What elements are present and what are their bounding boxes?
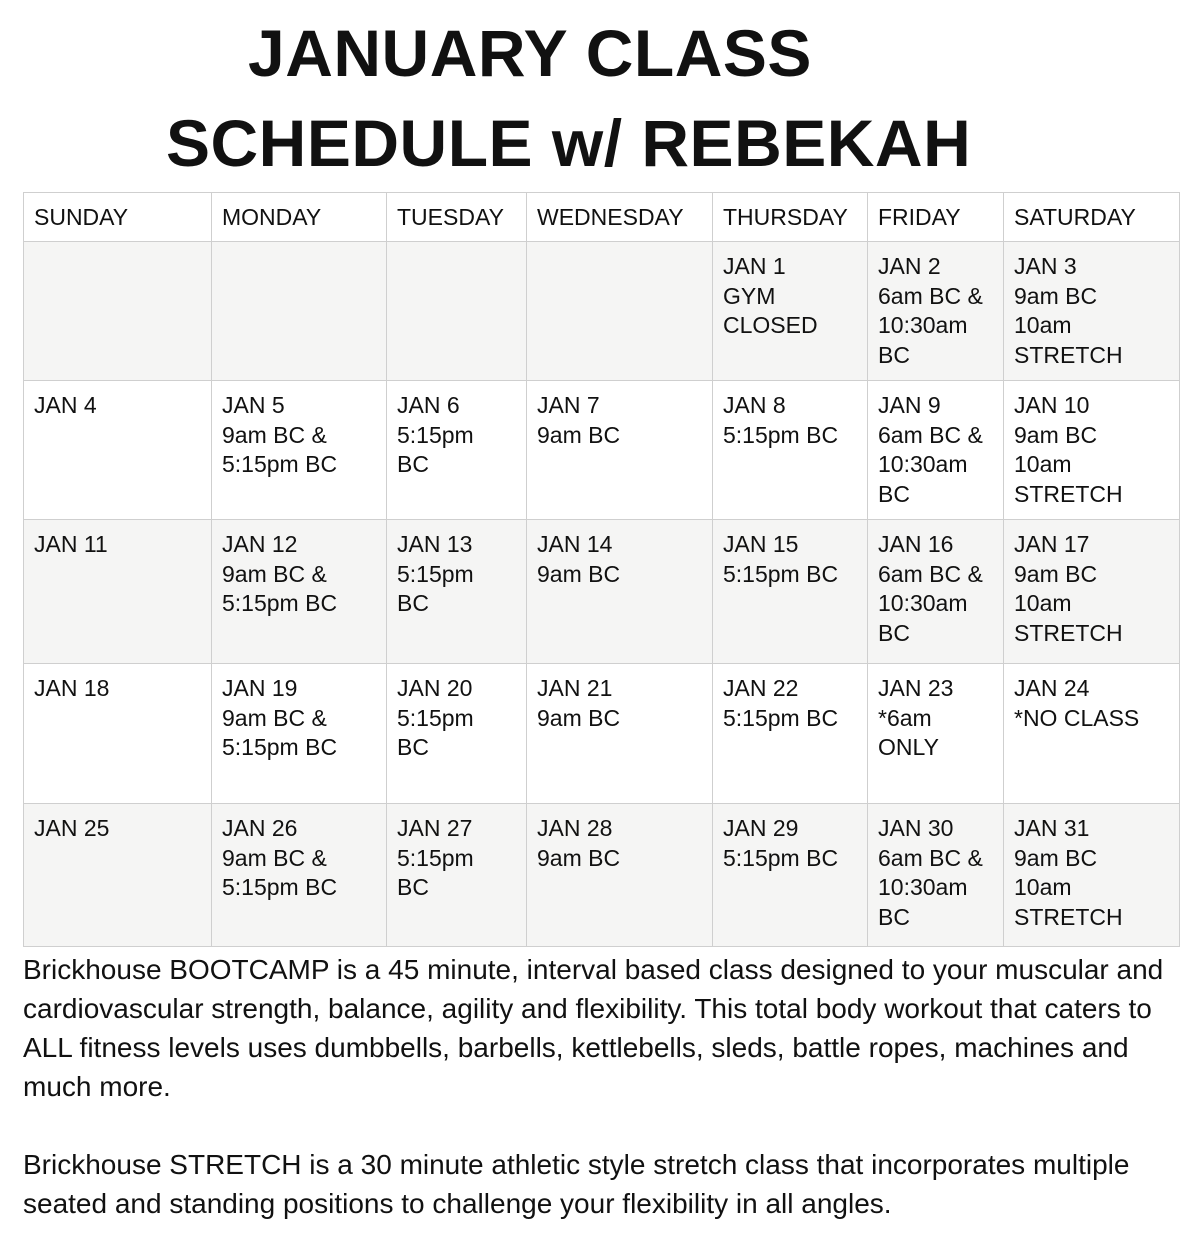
- page-title-line-2: SCHEDULE w/ REBEKAH: [166, 106, 972, 180]
- header-thursday: THURSDAY: [713, 193, 868, 242]
- day-cell: JAN 10 9am BC 10am STRETCH: [1004, 381, 1180, 520]
- day-cell: JAN 21 9am BC: [527, 664, 713, 804]
- header-sunday: SUNDAY: [24, 193, 212, 242]
- week-row: [24, 804, 1180, 947]
- class-descriptions: [23, 950, 1188, 1223]
- day-cell: JAN 9 6am BC & 10:30am BC: [868, 381, 1004, 520]
- header-monday: MONDAY: [212, 193, 387, 242]
- day-cell: JAN 3 9am BC 10am STRETCH: [1004, 242, 1180, 381]
- bootcamp-description: Brickhouse BOOTCAMP is a 45 minute, interval based class designed to your muscular and cardiovascular strength, balance, agility and flexibility. This total body workout that caters to ALL fitness levels uses dumbbells, barbells, kettlebells, sleds, battle ropes, machines and much more.: [23, 954, 1164, 1102]
- day-cell: JAN 22 5:15pm BC: [713, 664, 868, 804]
- header-friday: FRIDAY: [868, 193, 1004, 242]
- day-cell: [24, 242, 212, 381]
- week-row: [24, 664, 1180, 804]
- day-cell: JAN 13 5:15pm BC: [387, 520, 527, 664]
- week-row: [24, 520, 1180, 664]
- day-cell: JAN 19 9am BC & 5:15pm BC: [212, 664, 387, 804]
- header-saturday: SATURDAY: [1004, 193, 1180, 242]
- day-cell: JAN 12 9am BC & 5:15pm BC: [212, 520, 387, 664]
- day-cell: JAN 25: [24, 804, 212, 947]
- day-cell: JAN 14 9am BC: [527, 520, 713, 664]
- day-cell: JAN 23 *6am ONLY: [868, 664, 1004, 804]
- day-cell: JAN 29 5:15pm BC: [713, 804, 868, 947]
- day-cell: JAN 5 9am BC & 5:15pm BC: [212, 381, 387, 520]
- day-cell: [387, 242, 527, 381]
- day-cell: [527, 242, 713, 381]
- day-cell: JAN 11: [24, 520, 212, 664]
- header-row: [24, 193, 1180, 242]
- week-row: [24, 381, 1180, 520]
- day-cell: JAN 8 5:15pm BC: [713, 381, 868, 520]
- day-cell: JAN 18: [24, 664, 212, 804]
- day-cell: JAN 16 6am BC & 10:30am BC: [868, 520, 1004, 664]
- class-schedule-table: [23, 192, 1180, 947]
- day-cell: JAN 28 9am BC: [527, 804, 713, 947]
- day-cell: JAN 4: [24, 381, 212, 520]
- day-cell: JAN 31 9am BC 10am STRETCH: [1004, 804, 1180, 947]
- page-title-line-1: JANUARY CLASS: [248, 16, 812, 90]
- day-cell: JAN 7 9am BC: [527, 381, 713, 520]
- header-wednesday: WEDNESDAY: [527, 193, 713, 242]
- day-cell: JAN 26 9am BC & 5:15pm BC: [212, 804, 387, 947]
- day-cell: [212, 242, 387, 381]
- day-cell: JAN 17 9am BC 10am STRETCH: [1004, 520, 1180, 664]
- day-cell: JAN 15 5:15pm BC: [713, 520, 868, 664]
- day-cell: JAN 20 5:15pm BC: [387, 664, 527, 804]
- day-cell: JAN 6 5:15pm BC: [387, 381, 527, 520]
- day-cell: JAN 27 5:15pm BC: [387, 804, 527, 947]
- day-cell: JAN 24 *NO CLASS: [1004, 664, 1180, 804]
- header-tuesday: TUESDAY: [387, 193, 527, 242]
- week-row: [24, 242, 1180, 381]
- day-cell: JAN 30 6am BC & 10:30am BC: [868, 804, 1004, 947]
- day-cell: JAN 2 6am BC & 10:30am BC: [868, 242, 1004, 381]
- day-cell: JAN 1 GYM CLOSED: [713, 242, 868, 381]
- stretch-description: Brickhouse STRETCH is a 30 minute athletic style stretch class that incorporates multiple seated and standing positions to challenge your flexibility in all angles.: [23, 1149, 1130, 1219]
